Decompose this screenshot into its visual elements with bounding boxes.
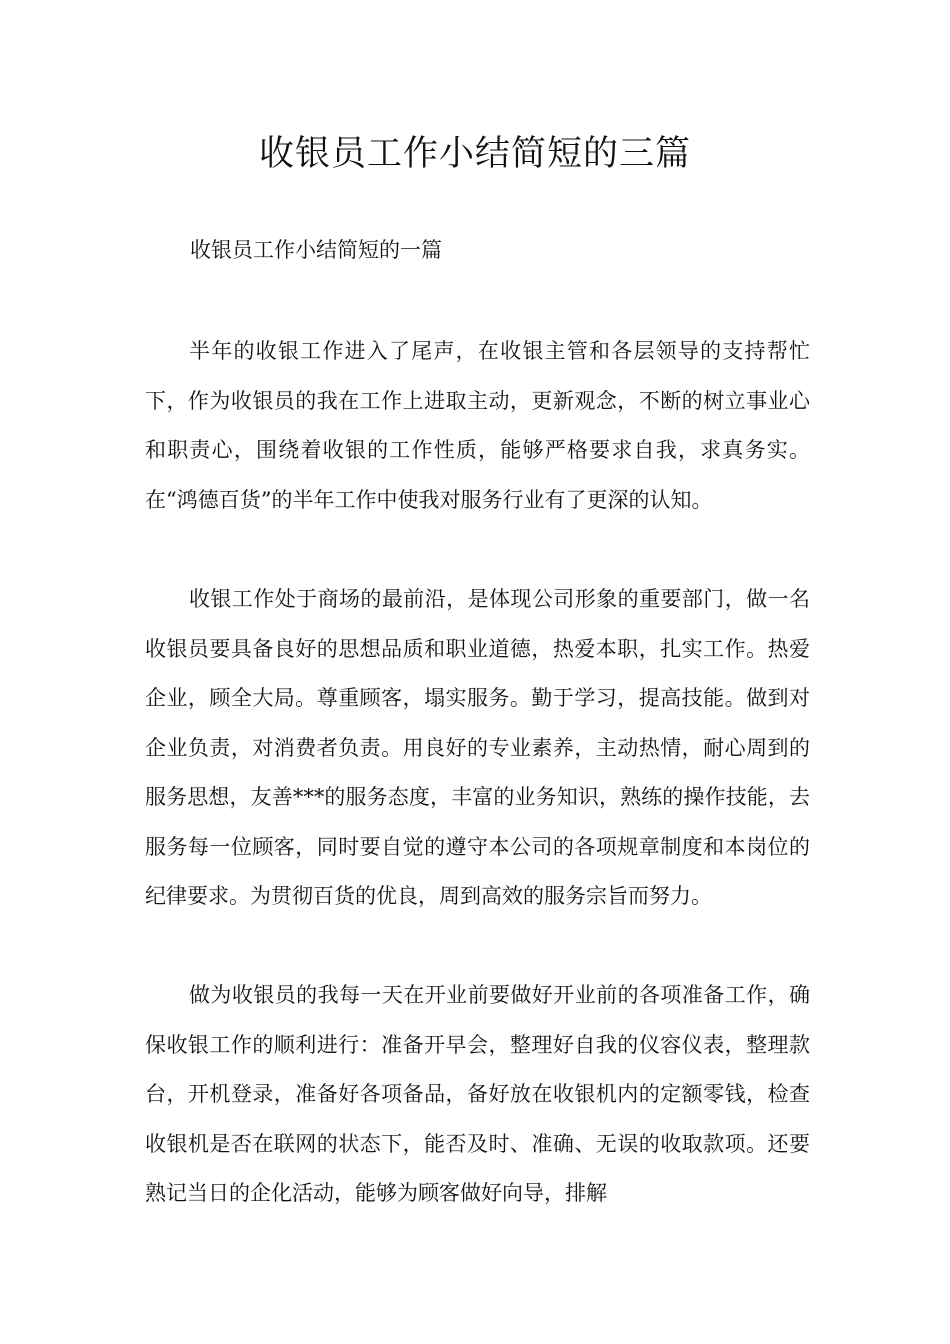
body-paragraph: 做为收银员的我每一天在开业前要做好开业前的各项准备工作，确保收银工作的顺利进行：准备开早会，整理好自我的仪容仪表，整理款台，开机登录，准备好各项备品，备好放在收银机内的定额零钱，检查收银机是否在联网的状态下，能否及时、准确、无误的收取款项。还要熟记当日的企化活动，能够为顾客做好向导，排解 (145, 983, 810, 1205)
section-heading: 收银员工作小结简短的一篇 (190, 238, 442, 262)
body-paragraph: 收银工作处于商场的最前沿，是体现公司形象的重要部门，做一名收银员要具备良好的思想品质和职业道德，热爱本职，扎实工作。热爱企业，顾全大局。尊重顾客，塌实服务。勤于学习，提高技能。做到对企业负责，对消费者负责。用良好的专业素养，主动热情，耐心周到的服务思想，友善***的服务态度，丰富的业务知识，熟练的操作技能，去服务每一位顾客，同时要自觉的遵守本公司的各项规章制度和本岗位的纪律要求。为贯彻百货的优良，周到高效的服务宗旨而努力。 (145, 587, 810, 908)
document-title: 收银员工作小结简短的三篇 (258, 134, 691, 174)
body-paragraph: 半年的收银工作进入了尾声，在收银主管和各层领导的支持帮忙下，作为收银员的我在工作上进取主动，更新观念，不断的树立事业心和职责心，围绕着收银的工作性质，能够严格要求自我，求真务实。在“鸿德百货”的半年工作中使我对服务行业有了更深的认知。 (145, 339, 810, 512)
